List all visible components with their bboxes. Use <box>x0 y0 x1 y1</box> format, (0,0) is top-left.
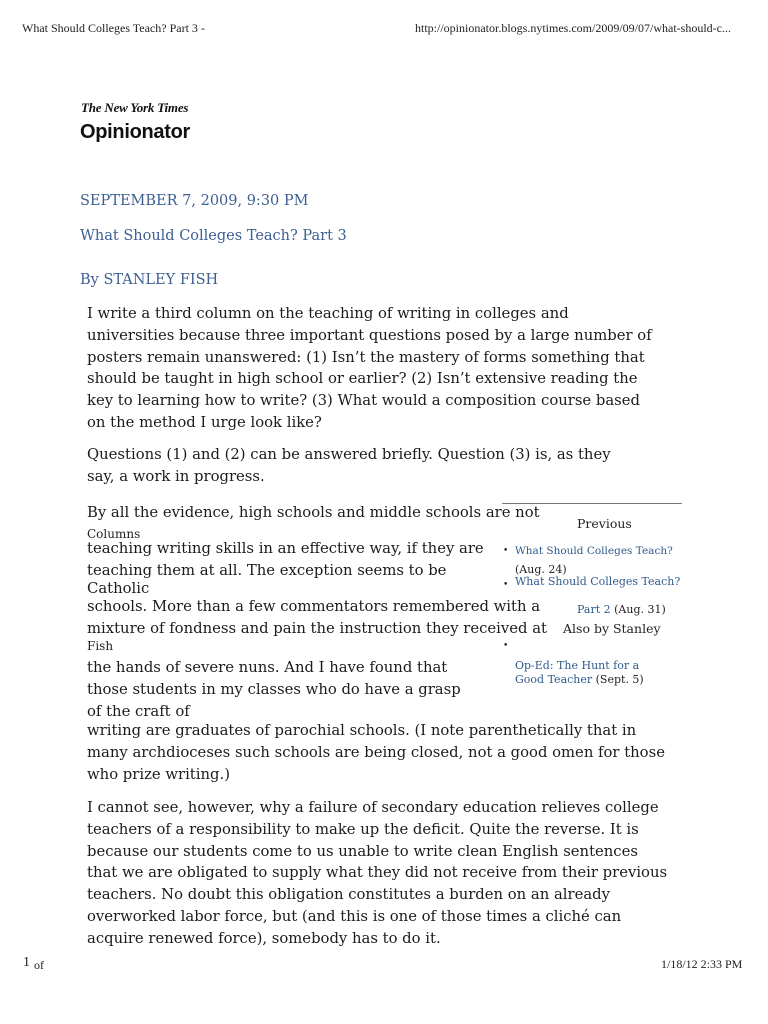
paragraph-3-continued <box>87 720 665 785</box>
text-line: should be taught in high school or earlier? (2) Isn’t extensive reading the <box>87 370 638 388</box>
text-line: those students in my classes who do have a grasp <box>87 681 461 698</box>
nyt-logo[interactable]: The New York Times <box>81 100 189 115</box>
sidebar-previous-heading: Previous <box>577 516 632 531</box>
text-line: posters remain unanswered: (1) Isn’t the mastery of forms something that <box>87 348 645 366</box>
sidebar-link-part2-date: (Aug. 31) <box>614 603 666 616</box>
text-line: teachers. No doubt this obligation constitutes a burden on an already <box>87 886 610 904</box>
post-date: SEPTEMBER 7, 2009, 9:30 PM <box>80 193 309 209</box>
text-line: mixture of fondness and pain the instruction they received at <box>87 620 547 637</box>
text-line: By all the evidence, high schools and middle schools are not <box>87 504 540 521</box>
text-line: because our students come to us unable to write clean English sentences <box>87 842 638 860</box>
text-line: teaching writing skills in an effective way, if they are <box>87 540 484 557</box>
sidebar-link-op-ed-date: (Sept. 5) <box>595 673 644 686</box>
opinionator-logo[interactable]: Opinionator <box>80 121 191 143</box>
print-header-title: What Should Colleges Teach? Part 3 - <box>22 21 205 35</box>
text-line: who prize writing.) <box>87 765 230 783</box>
text-line: I write a third column on the teaching of writing in colleges and <box>87 305 569 322</box>
sidebar-catholic-label: Catholic <box>87 580 150 597</box>
sidebar-link-op-ed-label[interactable]: Good Teacher <box>515 673 593 686</box>
text-line: on the method I urge look like? <box>87 413 322 431</box>
text-line: acquire renewed force), somebody has to do it. <box>87 929 441 947</box>
text-line: many archdioceses such schools are being closed, not a good omen for those <box>87 743 665 761</box>
page-of-label: of <box>34 958 44 972</box>
text-line: I cannot see, however, why a failure of secondary education relieves college <box>87 799 659 816</box>
sidebar-fish-label: Fish <box>87 639 114 653</box>
bullet-icon: • <box>503 546 509 556</box>
page-number: 1 <box>23 955 30 970</box>
text-line: Questions (1) and (2) can be answered briefly. Question (3) is, as they <box>87 446 611 463</box>
text-line: teaching them at all. The exception seems to be <box>87 562 447 579</box>
sidebar-link-part2-label[interactable]: Part 2 <box>577 603 611 616</box>
sidebar-link-part2-line2[interactable] <box>577 603 666 616</box>
text-line: overworked labor force, but (and this is one of those times a cliché can <box>87 907 622 925</box>
text-line: schools. More than a few commentators remembered with a <box>87 598 541 615</box>
sidebar-link-part2[interactable]: What Should Colleges Teach? <box>515 575 681 588</box>
print-timestamp: 1/18/12 2:33 PM <box>661 957 743 971</box>
post-byline[interactable]: By STANLEY FISH <box>80 272 219 288</box>
sidebar-link-op-ed[interactable]: Op-Ed: The Hunt for a <box>515 659 640 672</box>
paragraph-2 <box>87 444 611 488</box>
sidebar-link-op-ed-line2[interactable] <box>515 673 644 686</box>
post-headline[interactable]: What Should Colleges Teach? Part 3 <box>80 228 347 244</box>
text-line: the hands of severe nuns. And I have found that <box>87 659 448 676</box>
sidebar-also-heading: Also by Stanley <box>563 621 661 636</box>
bullet-icon: • <box>503 641 509 651</box>
bullet-icon: • <box>503 580 509 590</box>
text-line: of the craft of <box>87 703 190 720</box>
paragraph-4 <box>87 797 667 950</box>
sidebar-divider <box>502 503 682 504</box>
paragraph-1 <box>87 303 652 434</box>
text-line: key to learning how to write? (3) What would a composition course based <box>87 392 641 410</box>
print-header-url[interactable]: http://opinionator.blogs.nytimes.com/2009/09/07/what-should-c... <box>415 21 731 35</box>
text-line: teachers of a responsibility to make up the deficit. Quite the reverse. It is <box>87 820 639 838</box>
text-line: that we are obligated to supply what they did not receive from their previous <box>87 864 668 882</box>
sidebar-link-part1[interactable]: What Should Colleges Teach? <box>515 545 673 557</box>
sidebar-columns-label: Columns <box>87 527 141 541</box>
text-line: writing are graduates of parochial schools. (I note parenthetically that in <box>87 722 637 739</box>
sidebar-link-part1-date: (Aug. 24) <box>515 563 567 576</box>
text-line: universities because three important questions posed by a large number of <box>87 326 652 344</box>
text-line: say, a work in progress. <box>87 467 265 485</box>
